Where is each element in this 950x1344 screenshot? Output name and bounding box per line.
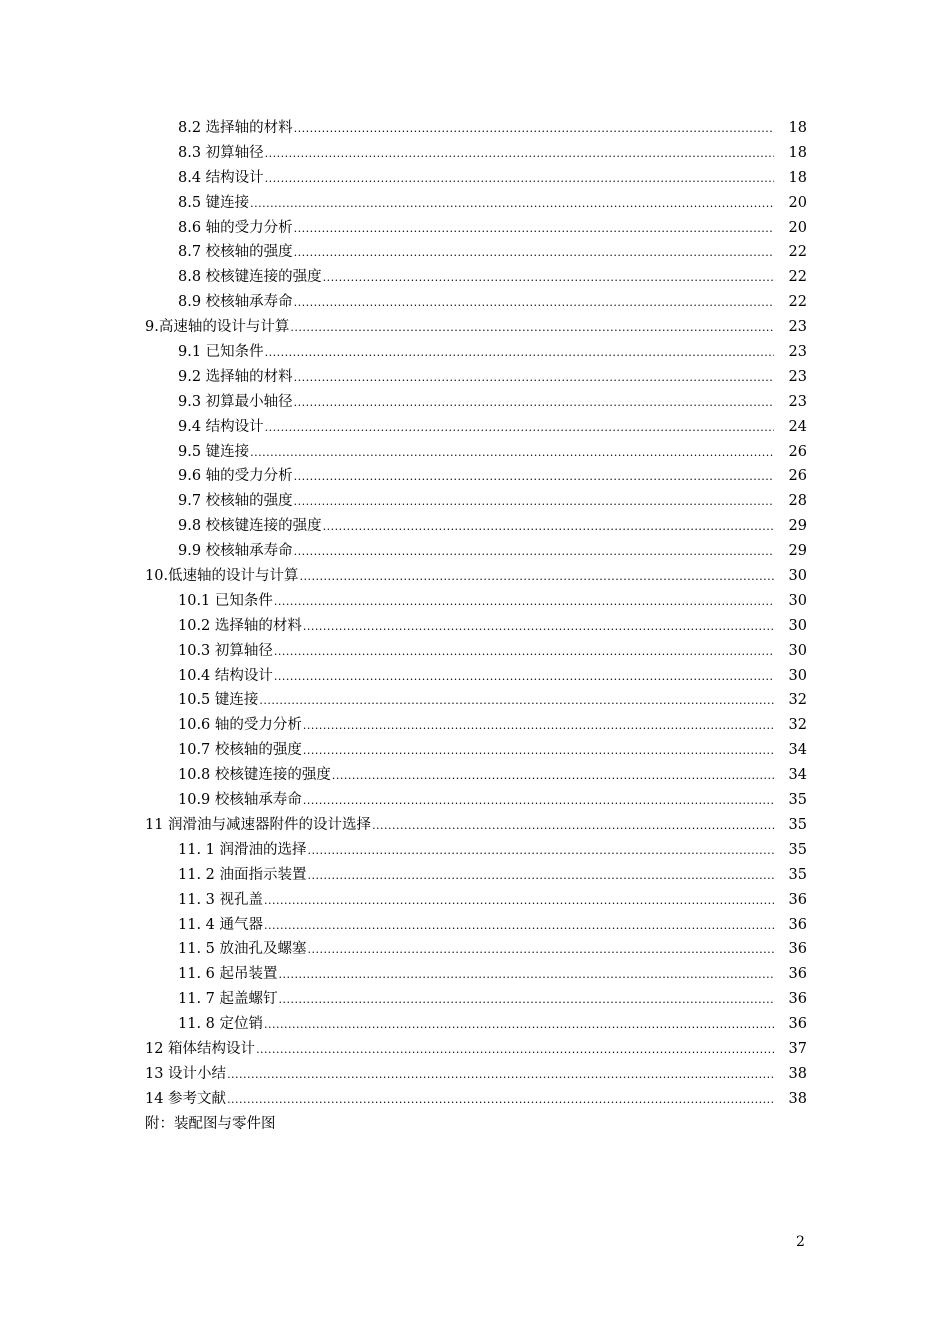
toc-dot-leader — [227, 1063, 774, 1088]
toc-entry[interactable] — [145, 1087, 807, 1112]
toc-entry-page: 23 — [788, 319, 807, 336]
toc-entry-title: 8.5 键连接 — [178, 194, 250, 211]
toc-entry[interactable] — [145, 116, 807, 141]
toc-entry-title: 8.6 轴的受力分析 — [178, 219, 293, 236]
toc-dot-leader — [259, 689, 774, 714]
toc-dot-leader — [265, 142, 774, 167]
toc-entry-title: 11. 7 起盖螺钉 — [178, 991, 278, 1008]
toc-entry-page: 34 — [788, 767, 807, 784]
toc-entry-page: 38 — [788, 1090, 807, 1107]
toc-entry-page: 35 — [788, 816, 807, 833]
toc-dot-leader — [265, 416, 774, 441]
toc-dot-leader — [294, 465, 774, 490]
toc-entry[interactable] — [145, 614, 807, 639]
toc-entry[interactable] — [145, 813, 807, 838]
toc-entry-page: 18 — [788, 144, 807, 161]
toc-dot-leader — [300, 565, 774, 590]
toc-entry-title: 11. 6 起吊装置 — [178, 966, 278, 983]
toc-entry-title: 9.高速轴的设计与计算 — [145, 319, 290, 336]
toc-dot-leader — [265, 167, 774, 192]
toc-entry-page: 36 — [788, 916, 807, 933]
toc-entry-page: 18 — [788, 169, 807, 186]
toc-dot-leader — [264, 1013, 774, 1038]
toc-entry-title: 8.3 初算轴径 — [178, 144, 264, 161]
toc-entry-page: 30 — [788, 667, 807, 684]
toc-entry[interactable] — [145, 688, 807, 713]
toc-dot-leader — [308, 938, 774, 963]
toc-entry[interactable] — [145, 838, 807, 863]
toc-dot-leader — [274, 640, 774, 665]
toc-entry[interactable] — [145, 1012, 807, 1037]
toc-dot-leader — [294, 540, 774, 565]
toc-entry-page: 28 — [788, 493, 807, 510]
toc-entry-title: 10.7 校核轴的强度 — [178, 742, 302, 759]
toc-entry[interactable] — [145, 489, 807, 514]
toc-entry-title: 11. 5 放油孔及螺塞 — [178, 941, 307, 958]
toc-entry-page: 22 — [788, 294, 807, 311]
toc-entry[interactable] — [145, 265, 807, 290]
toc-entry-title: 8.2 选择轴的材料 — [178, 120, 293, 136]
toc-dot-leader — [323, 266, 774, 291]
toc-dot-leader — [290, 316, 774, 341]
toc-entry-page: 26 — [788, 443, 807, 460]
toc-entry-page: 35 — [788, 866, 807, 883]
toc-dot-leader — [264, 889, 774, 914]
toc-entry-title: 10.低速轴的设计与计算 — [145, 568, 299, 585]
toc-entry-page: 24 — [788, 418, 807, 435]
toc-entry-page: 36 — [788, 1016, 807, 1033]
toc-entry-page: 35 — [788, 841, 807, 858]
toc-entry[interactable] — [145, 440, 807, 465]
toc-entry[interactable] — [145, 390, 807, 415]
toc-entry[interactable] — [145, 191, 807, 216]
toc-dot-leader — [303, 615, 774, 640]
toc-entry[interactable] — [145, 464, 807, 489]
toc-entry-title: 10.5 键连接 — [178, 692, 259, 709]
toc-entry-title: 13 设计小结 — [145, 1065, 227, 1082]
toc-entry-title: 10.4 结构设计 — [178, 667, 273, 684]
toc-entry[interactable] — [145, 1062, 807, 1087]
toc-entry-title: 10.9 校核轴承寿命 — [178, 792, 302, 809]
toc-dot-leader — [303, 739, 774, 764]
toc-entry[interactable] — [145, 639, 807, 664]
toc-entry-title: 8.8 校核键连接的强度 — [178, 269, 322, 286]
toc-dot-leader — [294, 117, 774, 142]
toc-entry[interactable] — [145, 365, 807, 390]
toc-entry-page: 30 — [788, 642, 807, 659]
toc-entry-page: 36 — [788, 991, 807, 1008]
toc-entry-page: 30 — [788, 592, 807, 609]
toc-entry[interactable] — [145, 962, 807, 987]
toc-dot-leader — [332, 764, 774, 789]
toc-entry-title: 9.2 选择轴的材料 — [178, 368, 293, 385]
toc-entry-title: 11. 1 润滑油的选择 — [178, 841, 307, 858]
toc-entry-title: 10.1 已知条件 — [178, 592, 273, 609]
toc-dot-leader — [264, 914, 774, 939]
toc-dot-leader — [294, 391, 774, 416]
toc-entry-page: 36 — [788, 966, 807, 983]
toc-entry-page: 34 — [788, 742, 807, 759]
toc-entry-title: 11. 4 通气器 — [178, 916, 264, 933]
toc-entry[interactable] — [145, 315, 807, 340]
toc-entry[interactable] — [145, 415, 807, 440]
toc-dot-leader — [294, 490, 774, 515]
toc-entry-page: 22 — [788, 244, 807, 261]
toc-entry[interactable] — [145, 987, 807, 1012]
toc-dot-leader — [256, 1038, 774, 1063]
toc-entry[interactable] — [145, 763, 807, 788]
toc-entry-page: 32 — [788, 692, 807, 709]
toc-dot-leader — [279, 963, 774, 988]
toc-entry-page: 20 — [788, 219, 807, 236]
toc-dot-leader — [323, 515, 774, 540]
toc-entry[interactable] — [145, 340, 807, 365]
toc-entry[interactable] — [145, 216, 807, 241]
toc-entry[interactable] — [145, 738, 807, 763]
toc-entry-title: 9.7 校核轴的强度 — [178, 493, 293, 510]
toc-entry-page: 36 — [788, 941, 807, 958]
toc-dot-leader — [250, 192, 774, 217]
table-of-contents — [145, 116, 807, 1137]
toc-entry-page: 18 — [788, 120, 807, 136]
toc-entry-page: 23 — [788, 393, 807, 410]
toc-dot-leader — [308, 864, 774, 889]
toc-entries — [145, 116, 807, 1112]
toc-dot-leader — [308, 839, 774, 864]
toc-entry-page: 30 — [788, 617, 807, 634]
toc-entry-title: 14 参考文献 — [145, 1090, 227, 1107]
toc-entry[interactable] — [145, 514, 807, 539]
toc-entry-title: 9.8 校核键连接的强度 — [178, 518, 322, 535]
toc-entry[interactable] — [145, 664, 807, 689]
toc-entry[interactable] — [145, 1037, 807, 1062]
toc-entry-page: 23 — [788, 344, 807, 361]
toc-entry-title: 9.5 键连接 — [178, 443, 250, 460]
toc-dot-leader — [294, 217, 774, 242]
toc-entry-title: 9.9 校核轴承寿命 — [178, 543, 293, 560]
toc-entry[interactable] — [145, 564, 807, 589]
toc-dot-leader — [274, 665, 774, 690]
toc-dot-leader — [250, 441, 774, 466]
toc-dot-leader — [294, 241, 774, 266]
toc-entry-page: 22 — [788, 269, 807, 286]
page-number: 2 — [796, 1234, 805, 1250]
toc-entry-page: 32 — [788, 717, 807, 734]
toc-dot-leader — [294, 291, 774, 316]
toc-entry-page: 23 — [788, 368, 807, 385]
toc-entry[interactable] — [145, 166, 807, 191]
toc-dot-leader — [265, 341, 774, 366]
toc-entry[interactable] — [145, 788, 807, 813]
toc-entry[interactable] — [145, 888, 807, 913]
toc-entry-page: 35 — [788, 792, 807, 809]
toc-entry[interactable] — [145, 589, 807, 614]
toc-entry[interactable] — [145, 937, 807, 962]
toc-entry-page: 29 — [788, 543, 807, 560]
toc-entry-page: 29 — [788, 518, 807, 535]
toc-entry-page: 36 — [788, 891, 807, 908]
toc-entry-title: 10.8 校核键连接的强度 — [178, 767, 331, 784]
toc-entry-title: 10.2 选择轴的材料 — [178, 617, 302, 634]
toc-entry-title: 9.1 已知条件 — [178, 344, 264, 361]
toc-entry-title: 9.3 初算最小轴径 — [178, 393, 293, 410]
toc-entry[interactable] — [145, 539, 807, 564]
toc-dot-leader — [372, 814, 774, 839]
toc-entry-title: 10.3 初算轴径 — [178, 642, 273, 659]
toc-dot-leader — [279, 988, 774, 1013]
toc-dot-leader — [303, 789, 774, 814]
toc-dot-leader — [227, 1088, 774, 1113]
toc-entry-title: 11 润滑油与减速器附件的设计选择 — [145, 816, 372, 833]
toc-dot-leader — [274, 590, 774, 615]
toc-entry-title: 12 箱体结构设计 — [145, 1040, 256, 1057]
toc-entry-title: 9.6 轴的受力分析 — [178, 468, 293, 485]
toc-entry[interactable] — [145, 141, 807, 166]
toc-entry[interactable] — [145, 240, 807, 265]
toc-entry-page: 20 — [788, 194, 807, 211]
toc-entry-page: 30 — [788, 568, 807, 585]
toc-dot-leader — [303, 714, 774, 739]
toc-entry-title: 8.9 校核轴承寿命 — [178, 294, 293, 311]
toc-entry-title: 10.6 轴的受力分析 — [178, 717, 302, 734]
toc-entry[interactable] — [145, 863, 807, 888]
appendix-note: 附：装配图与零件图 — [145, 1115, 276, 1132]
toc-entry-page: 37 — [788, 1040, 807, 1057]
toc-entry[interactable] — [145, 713, 807, 738]
toc-entry-title: 11. 8 定位销 — [178, 1016, 264, 1033]
toc-entry-title: 8.7 校核轴的强度 — [178, 244, 293, 261]
toc-entry-title: 11. 2 油面指示装置 — [178, 866, 307, 883]
toc-entry-title: 8.4 结构设计 — [178, 169, 264, 186]
toc-entry-title: 11. 3 视孔盖 — [178, 891, 264, 908]
toc-entry-title: 9.4 结构设计 — [178, 418, 264, 435]
toc-entry-page: 38 — [788, 1065, 807, 1082]
toc-entry[interactable] — [145, 913, 807, 938]
toc-entry-page: 26 — [788, 468, 807, 485]
toc-dot-leader — [294, 366, 774, 391]
toc-entry[interactable] — [145, 290, 807, 315]
